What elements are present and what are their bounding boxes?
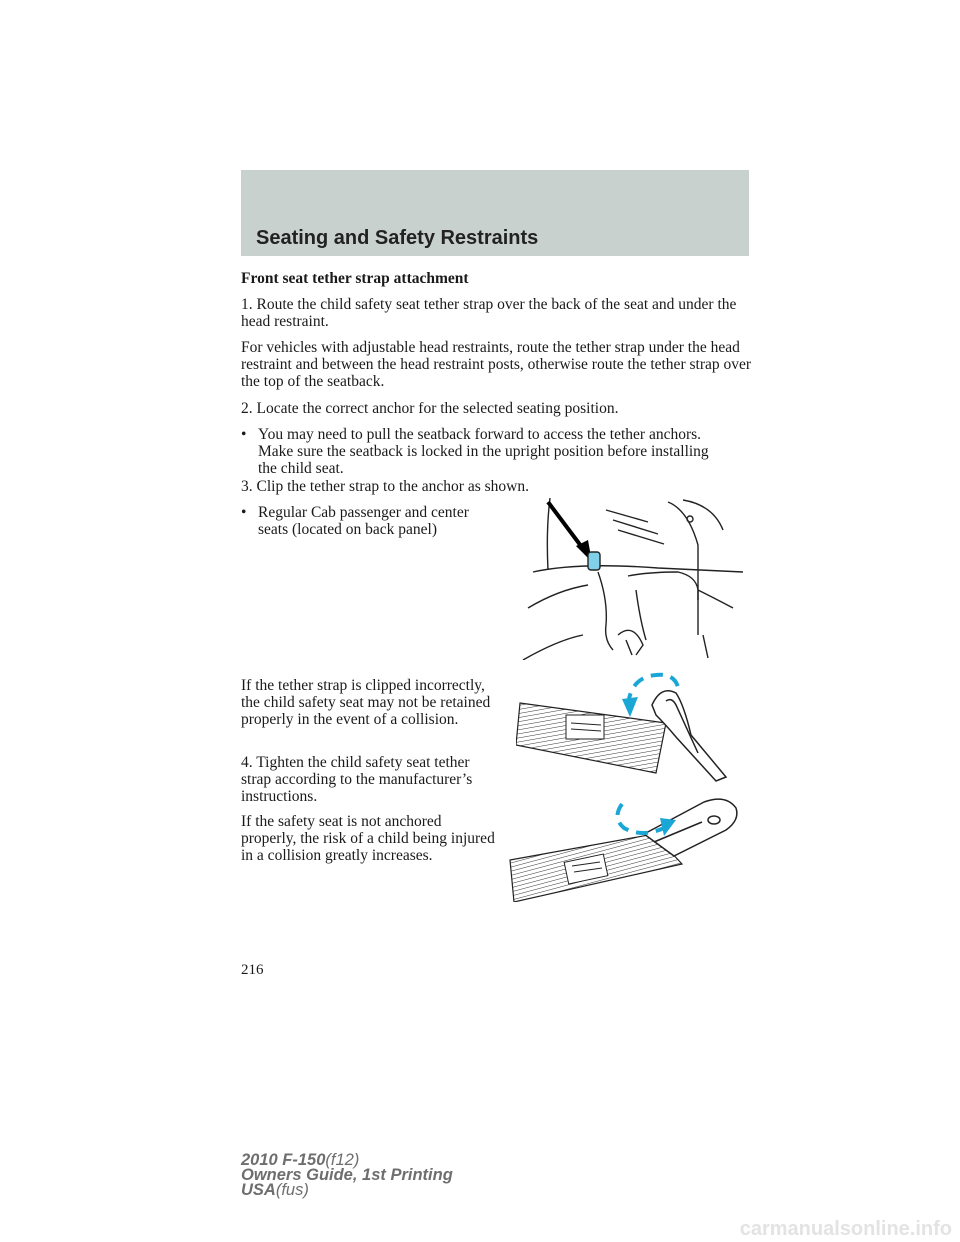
warning-clipped-incorrectly: If the tether strap is clipped incorrectly, the child safety seat may not be retained properly in the event of a collision. xyxy=(241,677,491,728)
page-number: 216 xyxy=(241,962,264,978)
print-footer: 2010 F-150(f12) Owners Guide, 1st Printing USA(fus) xyxy=(241,1151,453,1199)
paragraph-adjustable-restraints: For vehicles with adjustable head restraints, route the tether strap under the head restraint and between the head restraint posts, otherwise route the tether strap over the top of the seatback. xyxy=(241,339,752,390)
warning-not-anchored: If the safety seat is not anchored properly, the risk of a child being injured in a collision greatly increases. xyxy=(241,813,495,864)
indicator-arrow-line xyxy=(548,502,584,550)
step-3: 3. Clip the tether strap to the anchor as shown. xyxy=(241,478,529,495)
bullet-symbol: • xyxy=(241,426,247,443)
step-1: 1. Route the child safety seat tether strap over the back of the seat and under the head restraint. xyxy=(241,296,737,330)
bullet-symbol: • xyxy=(241,504,247,521)
section-header xyxy=(241,170,749,256)
bullet-seatback: • You may need to pull the seatback forward to access the tether anchors. Make sure the seatback is locked in the upright position before installing the child seat. xyxy=(241,426,709,477)
step-4: 4. Tighten the child safety seat tether strap according to the manufacturer’s instructions. xyxy=(241,754,473,805)
site-watermark: carmanualsonline.info xyxy=(739,1218,952,1240)
step-2: 2. Locate the correct anchor for the selected seating position. xyxy=(241,400,619,417)
subheading: Front seat tether strap attachment xyxy=(241,270,469,287)
bullet-regular-cab: • Regular Cab passenger and center seats (located on back panel) xyxy=(241,504,469,538)
tether-hook-clip-illustration xyxy=(516,665,756,783)
tether-strap-routing-illustration xyxy=(504,790,754,902)
section-title: Seating and Safety Restraints xyxy=(256,227,539,249)
back-panel-anchor-illustration xyxy=(518,490,748,660)
curved-arrow-head xyxy=(622,697,638,717)
tether-anchor-highlight xyxy=(588,552,600,570)
routing-arrow-path xyxy=(617,804,664,833)
